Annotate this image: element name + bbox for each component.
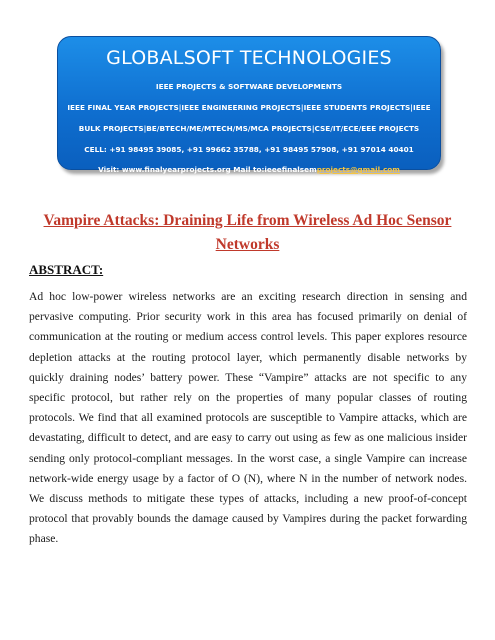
header-projects-line-2: BULK PROJECTS|BE/BTECH/ME/MTECH/MS/MCA PROJECTS|CSE/IT/ECE/EEE PROJECTS [78, 124, 420, 133]
paper-title-line-2: Networks [215, 236, 280, 253]
abstract-heading: ABSTRACT: [29, 262, 104, 277]
paper-title-line-1: Vampire Attacks: Draining Life from Wireless Ad Hoc Sensor [43, 212, 452, 229]
company-name: GLOBALSOFT TECHNOLOGIES [106, 47, 392, 69]
header-phone-numbers: CELL: +91 98495 39085, +91 99662 35788, +91 98495 57908, +91 97014 40401 [84, 145, 414, 154]
header-tagline: IEEE PROJECTS & SOFTWARE DEVELOPMENTS [155, 82, 343, 91]
email-link[interactable]: projects@gmail.com [316, 165, 400, 174]
abstract-body: Ad hoc low-power wireless networks are an exciting research direction in sensing and pervasive computing. Prior security work in this area has focused primarily on denial of communication at the routing or medium access control levels. This paper explores resource depletion attacks at the routing protocol layer, which permanently disable networks by quickly draining nodes’ battery power. These “Vampire” attacks are not specific to any specific protocol, but rather rely on the properties of many popular classes of routing protocols. We find that all examined protocols are susceptible to Vampire attacks, which are devastating, difficult to detect, and are easy to carry out using as few as one malicious insider sending only protocol-compliant messages. In the worst case, a single Vampire can increase network-wide energy usage by a factor of O (N), where N in the number of network nodes. We discuss methods to mitigate these types of attacks, including a new proof-of-concept protocol that provably bounds the damage caused by Vampires during the packet forwarding phase. [29, 290, 467, 546]
header-contact-line [58, 165, 440, 174]
header-banner [57, 36, 441, 174]
header-projects-line-1: IEEE FINAL YEAR PROJECTS|IEEE ENGINEERING PROJECTS|IEEE STUDENTS PROJECTS|IEEE [67, 103, 431, 112]
contact-text: Visit: www.finalyearprojects.org Mail to:ieeefinalsem [98, 165, 317, 174]
